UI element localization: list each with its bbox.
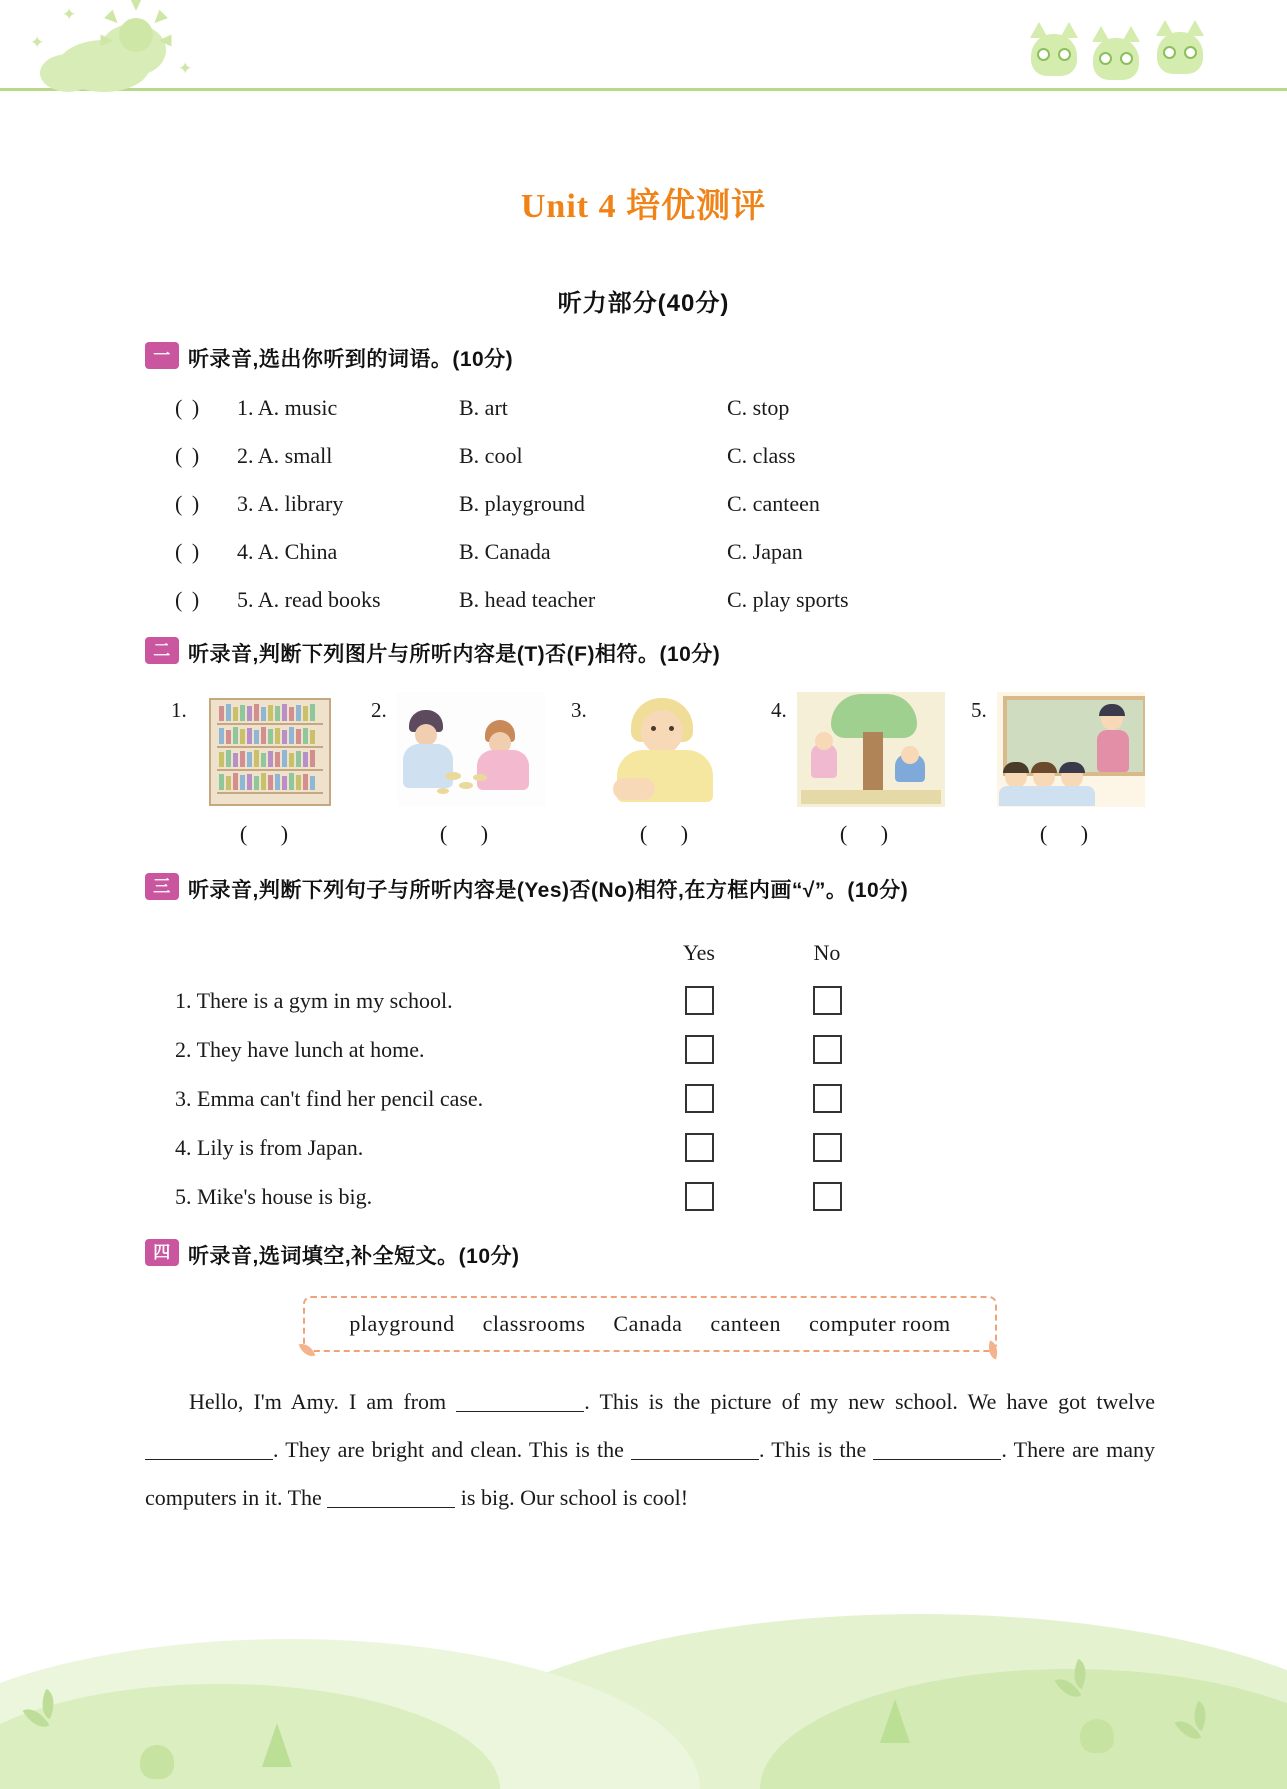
no-checkbox-cell[interactable] xyxy=(763,1133,891,1162)
answer-blank[interactable]: ( ) xyxy=(175,443,202,468)
tree-icon xyxy=(880,1699,910,1743)
yes-checkbox-cell[interactable] xyxy=(635,1084,763,1113)
passage-text: . They are bright and clean. This is the xyxy=(273,1437,632,1462)
picture-index: 1. xyxy=(171,698,187,722)
no-checkbox[interactable] xyxy=(813,1035,842,1064)
answer-blank[interactable]: ( ) xyxy=(175,587,202,612)
star-icon: ✦ xyxy=(30,33,45,52)
sentence-text: 3. Emma can't find her pencil case. xyxy=(175,1085,484,1111)
question-3-heading xyxy=(145,873,1155,904)
leaf-icon xyxy=(301,1342,323,1362)
answer-blank[interactable]: ( ) xyxy=(239,821,303,846)
worksheet-body xyxy=(145,330,1155,1522)
star-icon: ✦ xyxy=(62,5,77,24)
yes-no-row xyxy=(145,1182,1155,1211)
yes-no-row xyxy=(145,1133,1155,1162)
answer-blank[interactable]: ( ) xyxy=(175,491,202,516)
choice-row xyxy=(145,443,1155,469)
passage-blank[interactable] xyxy=(327,1485,455,1508)
picture-item xyxy=(171,692,349,847)
yes-checkbox[interactable] xyxy=(685,1133,714,1162)
option-b[interactable]: B. cool xyxy=(459,443,523,468)
sentence-text: 5. Mike's house is big. xyxy=(175,1183,373,1209)
option-a[interactable]: 5. A. read books xyxy=(237,587,381,612)
question-2-number: 二 xyxy=(145,637,179,664)
question-1-instruction: 听录音,选出你听到的词语。(10分) xyxy=(188,348,514,371)
passage-blank[interactable] xyxy=(631,1437,759,1460)
word-bank-item[interactable]: canteen xyxy=(710,1311,782,1336)
yes-checkbox-cell[interactable] xyxy=(635,1182,763,1211)
picture-index: 4. xyxy=(771,698,787,722)
choice-row xyxy=(145,587,1155,613)
yes-checkbox-cell[interactable] xyxy=(635,986,763,1015)
answer-blank[interactable]: ( ) xyxy=(439,821,503,846)
picture-item xyxy=(571,692,749,847)
word-bank-item[interactable]: playground xyxy=(349,1311,455,1336)
no-checkbox-cell[interactable] xyxy=(763,1035,891,1064)
classroom-teacher-image xyxy=(997,692,1145,807)
leaf-icon xyxy=(1060,1661,1090,1707)
picture-item xyxy=(771,692,949,847)
sentence-text: 4. Lily is from Japan. xyxy=(175,1134,364,1160)
no-checkbox-cell[interactable] xyxy=(763,986,891,1015)
yes-checkbox-cell[interactable] xyxy=(635,1133,763,1162)
bookshelf-image xyxy=(197,692,345,807)
star-icon: ✦ xyxy=(178,59,193,78)
yes-checkbox[interactable] xyxy=(685,986,714,1015)
question-2-heading xyxy=(145,637,1155,668)
passage-blank[interactable] xyxy=(873,1437,1001,1460)
yes-checkbox[interactable] xyxy=(685,1084,714,1113)
leaf-icon xyxy=(28,1691,58,1737)
question-1-number: 一 xyxy=(145,342,179,369)
option-a[interactable]: 1. A. music xyxy=(237,395,338,420)
option-a[interactable]: 3. A. library xyxy=(237,491,344,516)
tree-planting-image xyxy=(797,692,945,807)
sentence-text: 1. There is a gym in my school. xyxy=(175,987,453,1013)
yes-no-row xyxy=(145,1035,1155,1064)
question-3-instruction: 听录音,判断下列句子与所听内容是(Yes)否(No)相符,在方框内画“√”。(10分) xyxy=(188,879,909,902)
choice-row xyxy=(145,491,1155,517)
yes-no-row xyxy=(145,1084,1155,1113)
passage-text: Hello, I'm Amy. I am from xyxy=(189,1389,457,1414)
no-checkbox[interactable] xyxy=(813,1182,842,1211)
leaf-icon xyxy=(1180,1703,1210,1749)
girl-thinking-image xyxy=(597,692,745,807)
answer-blank[interactable]: ( ) xyxy=(175,395,202,420)
option-a[interactable]: 2. A. small xyxy=(237,443,333,468)
leaf-icon xyxy=(977,1342,999,1362)
sentence-text: 2. They have lunch at home. xyxy=(175,1036,425,1062)
question-4-heading xyxy=(145,1239,1155,1270)
no-checkbox[interactable] xyxy=(813,1133,842,1162)
children-playing-image xyxy=(397,692,545,807)
answer-blank[interactable]: ( ) xyxy=(639,821,703,846)
passage-blank[interactable] xyxy=(145,1437,273,1460)
picture-index: 2. xyxy=(371,698,387,722)
option-c[interactable]: C. Japan xyxy=(727,539,803,564)
no-checkbox[interactable] xyxy=(813,986,842,1015)
yes-no-header-row xyxy=(145,940,1155,966)
picture-item xyxy=(371,692,549,847)
answer-blank[interactable]: ( ) xyxy=(175,539,202,564)
picture-row xyxy=(145,692,1155,847)
bush-icon xyxy=(140,1745,174,1779)
no-checkbox-cell[interactable] xyxy=(763,1084,891,1113)
word-bank-item[interactable]: classrooms xyxy=(482,1311,586,1336)
option-c[interactable]: C. canteen xyxy=(727,491,820,516)
section-heading-listening: 听力部分(40分) xyxy=(557,290,730,317)
yes-checkbox-cell[interactable] xyxy=(635,1035,763,1064)
answer-blank[interactable]: ( ) xyxy=(1039,821,1103,846)
picture-index: 5. xyxy=(971,698,987,722)
no-checkbox-cell[interactable] xyxy=(763,1182,891,1211)
question-1-heading xyxy=(145,342,1155,373)
question-2-instruction: 听录音,判断下列图片与所听内容是(T)否(F)相符。(10分) xyxy=(188,643,721,666)
option-c[interactable]: C. play sports xyxy=(727,587,849,612)
footer-landscape-decoration xyxy=(0,1534,1287,1789)
option-b[interactable]: B. playground xyxy=(459,491,585,516)
page-title: Unit 4 培优测评 xyxy=(520,188,767,225)
no-checkbox[interactable] xyxy=(813,1084,842,1113)
bush-icon xyxy=(1080,1719,1114,1753)
passage-text: . This is the picture of my new school. We have got twelve xyxy=(584,1389,1156,1414)
tree-icon xyxy=(262,1723,292,1767)
choice-row xyxy=(145,539,1155,565)
cloze-passage xyxy=(145,1378,1155,1522)
yes-no-row xyxy=(145,986,1155,1015)
picture-item xyxy=(971,692,1149,847)
no-column-label: No xyxy=(813,940,841,965)
question-4-number: 四 xyxy=(145,1239,179,1266)
word-bank-item[interactable]: Canada xyxy=(613,1311,683,1336)
option-a[interactable]: 4. A. China xyxy=(237,539,338,564)
question-4-instruction: 听录音,选词填空,补全短文。(10分) xyxy=(188,1245,520,1268)
yes-checkbox[interactable] xyxy=(685,1182,714,1211)
word-bank-item[interactable]: computer room xyxy=(809,1311,951,1336)
passage-text: . There are many computers in it. The xyxy=(145,1437,1155,1510)
passage-text: . This is the xyxy=(759,1437,874,1462)
option-b[interactable]: B. head teacher xyxy=(459,587,596,612)
option-c[interactable]: C. stop xyxy=(727,395,790,420)
option-b[interactable]: B. art xyxy=(459,395,508,420)
option-b[interactable]: B. Canada xyxy=(459,539,551,564)
yes-column-label: Yes xyxy=(682,940,715,965)
picture-index: 3. xyxy=(571,698,587,722)
question-3-number: 三 xyxy=(145,873,179,900)
choice-row xyxy=(145,395,1155,421)
word-bank xyxy=(303,1296,997,1352)
passage-blank[interactable] xyxy=(456,1389,584,1412)
answer-blank[interactable]: ( ) xyxy=(839,821,903,846)
passage-text: is big. Our school is cool! xyxy=(455,1485,689,1510)
option-c[interactable]: C. class xyxy=(727,443,796,468)
yes-checkbox[interactable] xyxy=(685,1035,714,1064)
